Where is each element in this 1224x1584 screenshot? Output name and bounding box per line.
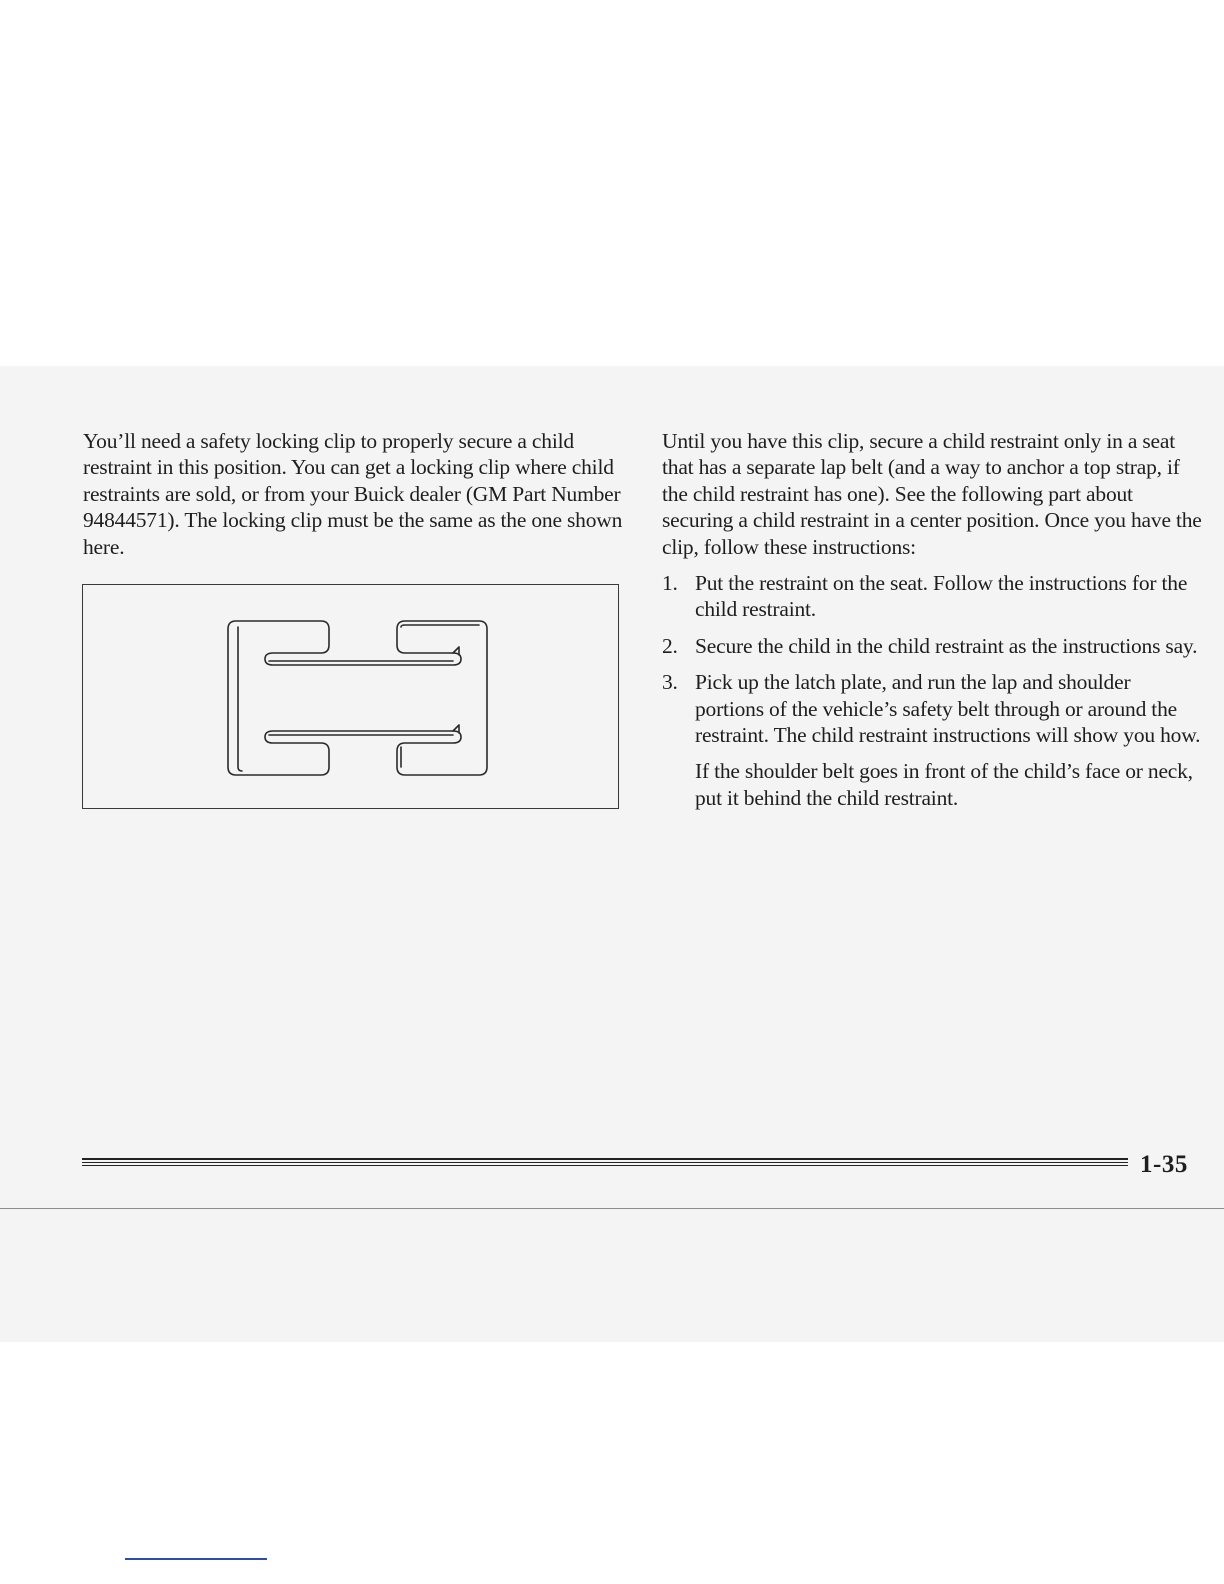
page-bottom-edge [0,1208,1224,1209]
step-number: 2. [662,633,678,658]
instruction-steps [662,570,1202,748]
step-text: Secure the child in the child restraint as the instructions say. [695,633,1198,658]
divider [82,1165,1128,1166]
step-1 [662,570,1202,623]
divider [82,1158,1128,1160]
page-number: 1-35 [1140,1151,1188,1178]
manual-page [0,366,1224,1342]
step-2 [662,633,1202,659]
step-text: Put the restraint on the seat. Follow the instructions for the child restraint. [695,571,1188,622]
step-number: 3. [662,670,678,695]
locking-clip-figure [82,584,619,809]
step-number: 1. [662,571,678,596]
intro-paragraph: Until you have this clip, secure a child restraint only in a seat that has a separate lap belt (and a way to anchor a top strap, if the child restraint has one). See the following part about securing a child restraint in a center position. Once you have the clip, follow these instructions: [662,429,1202,559]
step-text: Pick up the latch plate, and run the lap and shoulder portions of the vehicle’s safety belt through or around the restraint. The child restraint instructions will show you how. [695,670,1201,748]
left-column [83,428,623,560]
right-column [662,428,1202,811]
locking-clip-paragraph: You’ll need a safety locking clip to properly secure a child restraint in this position. You can get a locking clip where child restraints are sold, or from your Buick dealer (GM Part Number 94844571). The locking clip must be the same as the one shown here. [83,429,623,559]
shoulder-belt-note: If the shoulder belt goes in front of the child’s face or neck, put it behind the child restraint. [695,759,1193,810]
locking-clip-icon [83,585,618,808]
footer-rule [82,1158,1128,1168]
link-underline[interactable] [125,1558,267,1560]
step-3 [662,669,1202,748]
divider [82,1162,1128,1163]
